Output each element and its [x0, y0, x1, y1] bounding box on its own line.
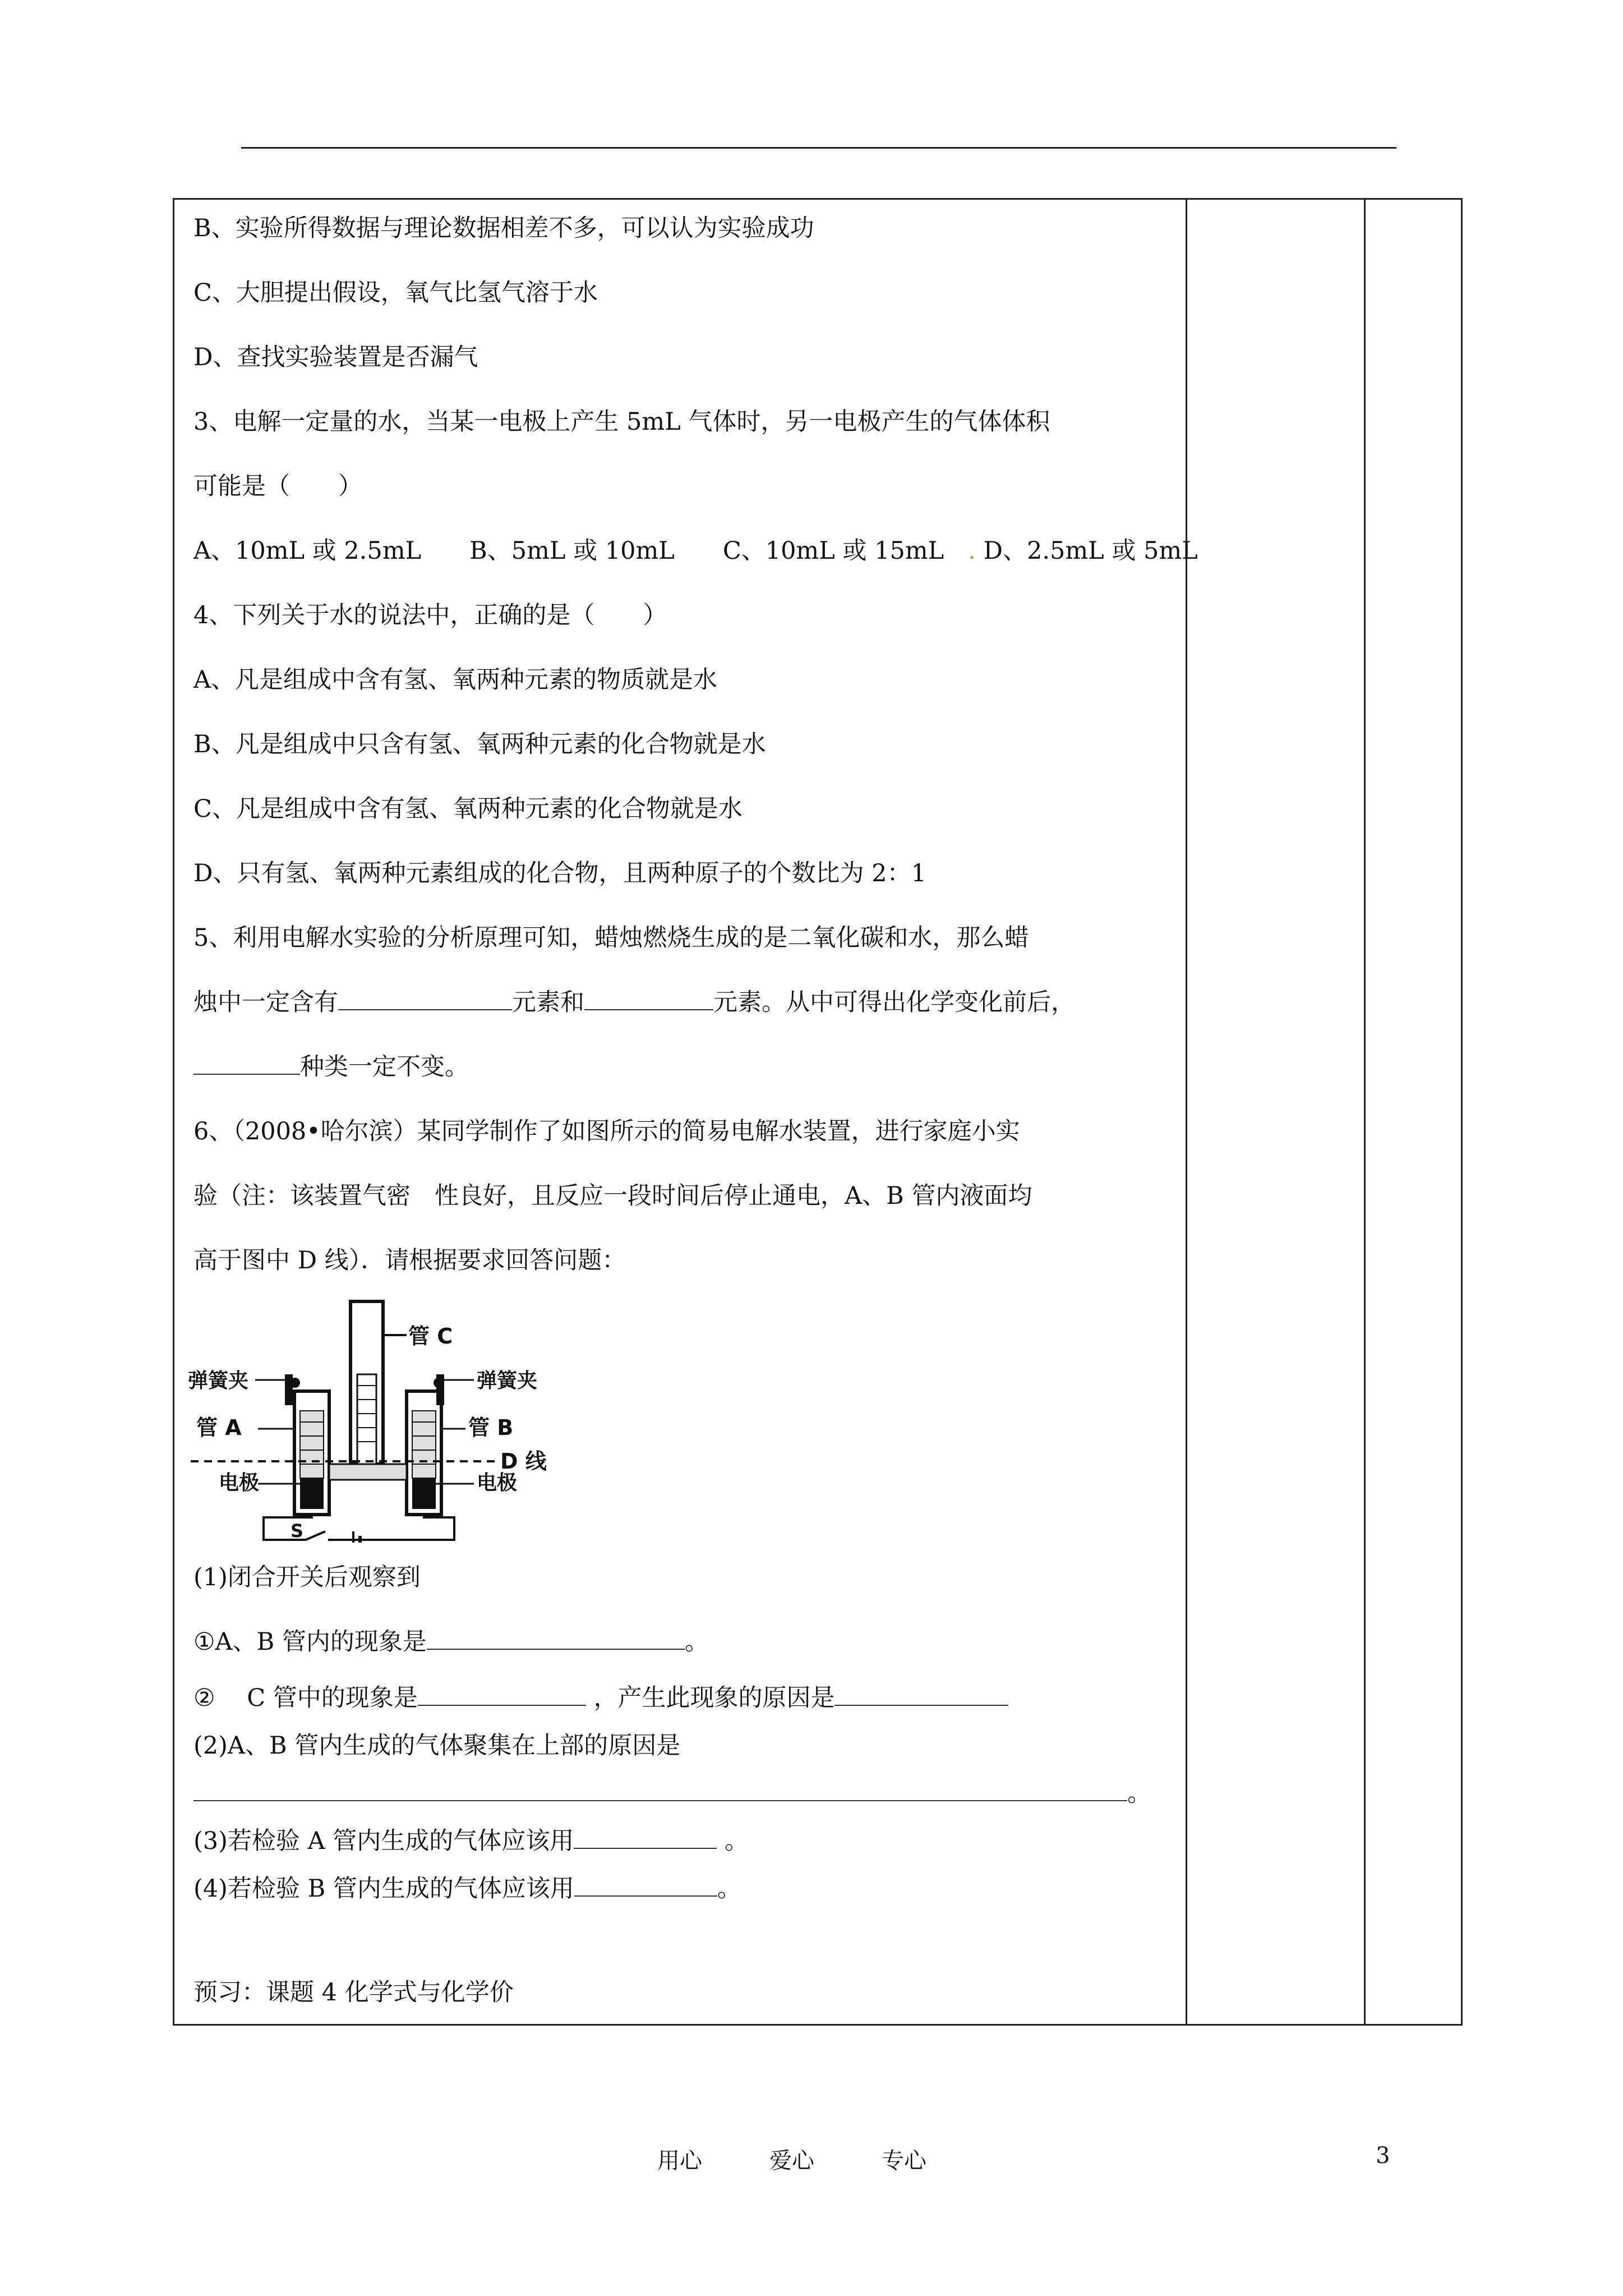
question-3-line2: 可能是（ ）: [193, 472, 362, 500]
question-5-line2: 烛中一定含有 元素和 元素。从中可得出化学变化前后，: [193, 988, 1075, 1016]
electrode-left-label: 电极: [219, 1471, 260, 1494]
question-4: 4、下列关于水的说法中，正确的是（ ）: [193, 601, 667, 629]
electrode-right-label: 电极: [477, 1471, 518, 1494]
answer-blank: [418, 1686, 586, 1706]
clip-left-icon: [285, 1374, 293, 1405]
connecting-channel: [329, 1464, 407, 1480]
page-number: 3: [1376, 2143, 1390, 2169]
question-4-option-d: D、只有氢、氧两种元素组成的化合物，且两种原子的个数比为 2：1: [193, 859, 926, 887]
option-c-line: C、大胆提出假设，氧气比氢气溶于水: [193, 279, 598, 307]
question-6-line2: 验（注：该装置气密 性良好，且反应一段时间后停止通电，A、B 管内液面均: [193, 1182, 1032, 1210]
question-4-option-a: A、凡是组成中含有氢、氧两种元素的物质就是水: [193, 666, 718, 694]
answer-blank: [193, 1781, 1127, 1801]
clip-left-label: 弹簧夹: [188, 1369, 249, 1392]
d-line-label: D 线: [500, 1449, 547, 1474]
answer-blank: [427, 1630, 685, 1650]
question-6-line1: 6、（2008•哈尔滨）某同学制作了如图所示的简易电解水装置，进行家庭小实: [193, 1117, 1020, 1145]
electrolysis-apparatus-diagram: [185, 1296, 578, 1543]
tube-a-label: 管 A: [196, 1415, 242, 1440]
table-column-divider-1: [1186, 198, 1187, 2026]
answer-blank: [834, 1686, 1008, 1706]
sub-question-1: (1)闭合开关后观察到: [193, 1563, 421, 1591]
stray-dot: .: [968, 537, 976, 565]
footer-word-2: 爱心: [769, 2148, 814, 2174]
answer-blank: [338, 990, 512, 1010]
option-b-line: B、实验所得数据与理论数据相差不多，可以认为实验成功: [193, 214, 814, 242]
sub-question-2-answer: 。: [193, 1779, 1151, 1809]
tube-c-label: 管 C: [408, 1324, 453, 1349]
clip-right-label: 弹簧夹: [477, 1369, 538, 1392]
answer-blank: [584, 990, 713, 1010]
tube-a: [285, 1374, 329, 1515]
tube-c: [351, 1301, 383, 1464]
table-column-divider-2: [1364, 198, 1366, 2026]
question-4-option-c: C、凡是组成中含有氢、氧两种元素的化合物就是水: [193, 795, 743, 823]
answer-blank: [193, 1055, 300, 1075]
question-3-line1: 3、电解一定量的水，当某一电极上产生 5mL 气体时，另一电极产生的气体体积: [193, 408, 1050, 436]
sub-question-3: (3)若检验 A 管内生成的气体应该用 。: [193, 1827, 749, 1855]
answer-blank: [574, 1829, 717, 1849]
sub-question-1a: ①A、B 管内的现象是 。: [193, 1628, 709, 1656]
switch-label: S: [291, 1520, 304, 1542]
tube-b-label: 管 B: [468, 1415, 514, 1440]
sub-question-4: (4)若检验 B 管内生成的气体应该用 。: [193, 1875, 741, 1903]
question-5-line3: 种类一定不变。: [193, 1052, 469, 1083]
question-4-option-b: B、凡是组成中只含有氢、氧两种元素的化合物就是水: [193, 730, 766, 758]
sub-question-1b: ② C 管中的现象是 ，产生此现象的原因是: [193, 1683, 1008, 1714]
footer-word-3: 专心: [882, 2148, 926, 2174]
sub-question-2: (2)A、B 管内生成的气体聚集在上部的原因是: [193, 1732, 681, 1760]
question-6-line3: 高于图中 D 线）．请根据要求回答问题：: [193, 1246, 626, 1274]
tube-b: [407, 1374, 444, 1515]
question-5-line1: 5、利用电解水实验的分析原理可知，蜡烛燃烧生成的是二氧化碳和水，那么蜡: [193, 924, 1029, 952]
question-3-options: A、10mL 或 2.5mL B、5mL 或 10mL C、10mL 或 15mL . D、2.5mL 或 5mL: [193, 537, 1198, 565]
answer-blank: [574, 1876, 717, 1897]
option-d-line: D、查找实验装置是否漏气: [193, 343, 478, 371]
footer-word-1: 用心: [657, 2148, 702, 2174]
preview-line: 预习：课题 4 化学式与化学价: [193, 1978, 514, 2007]
main-cell: [193, 198, 1198, 2021]
header-rule: [241, 147, 1396, 149]
